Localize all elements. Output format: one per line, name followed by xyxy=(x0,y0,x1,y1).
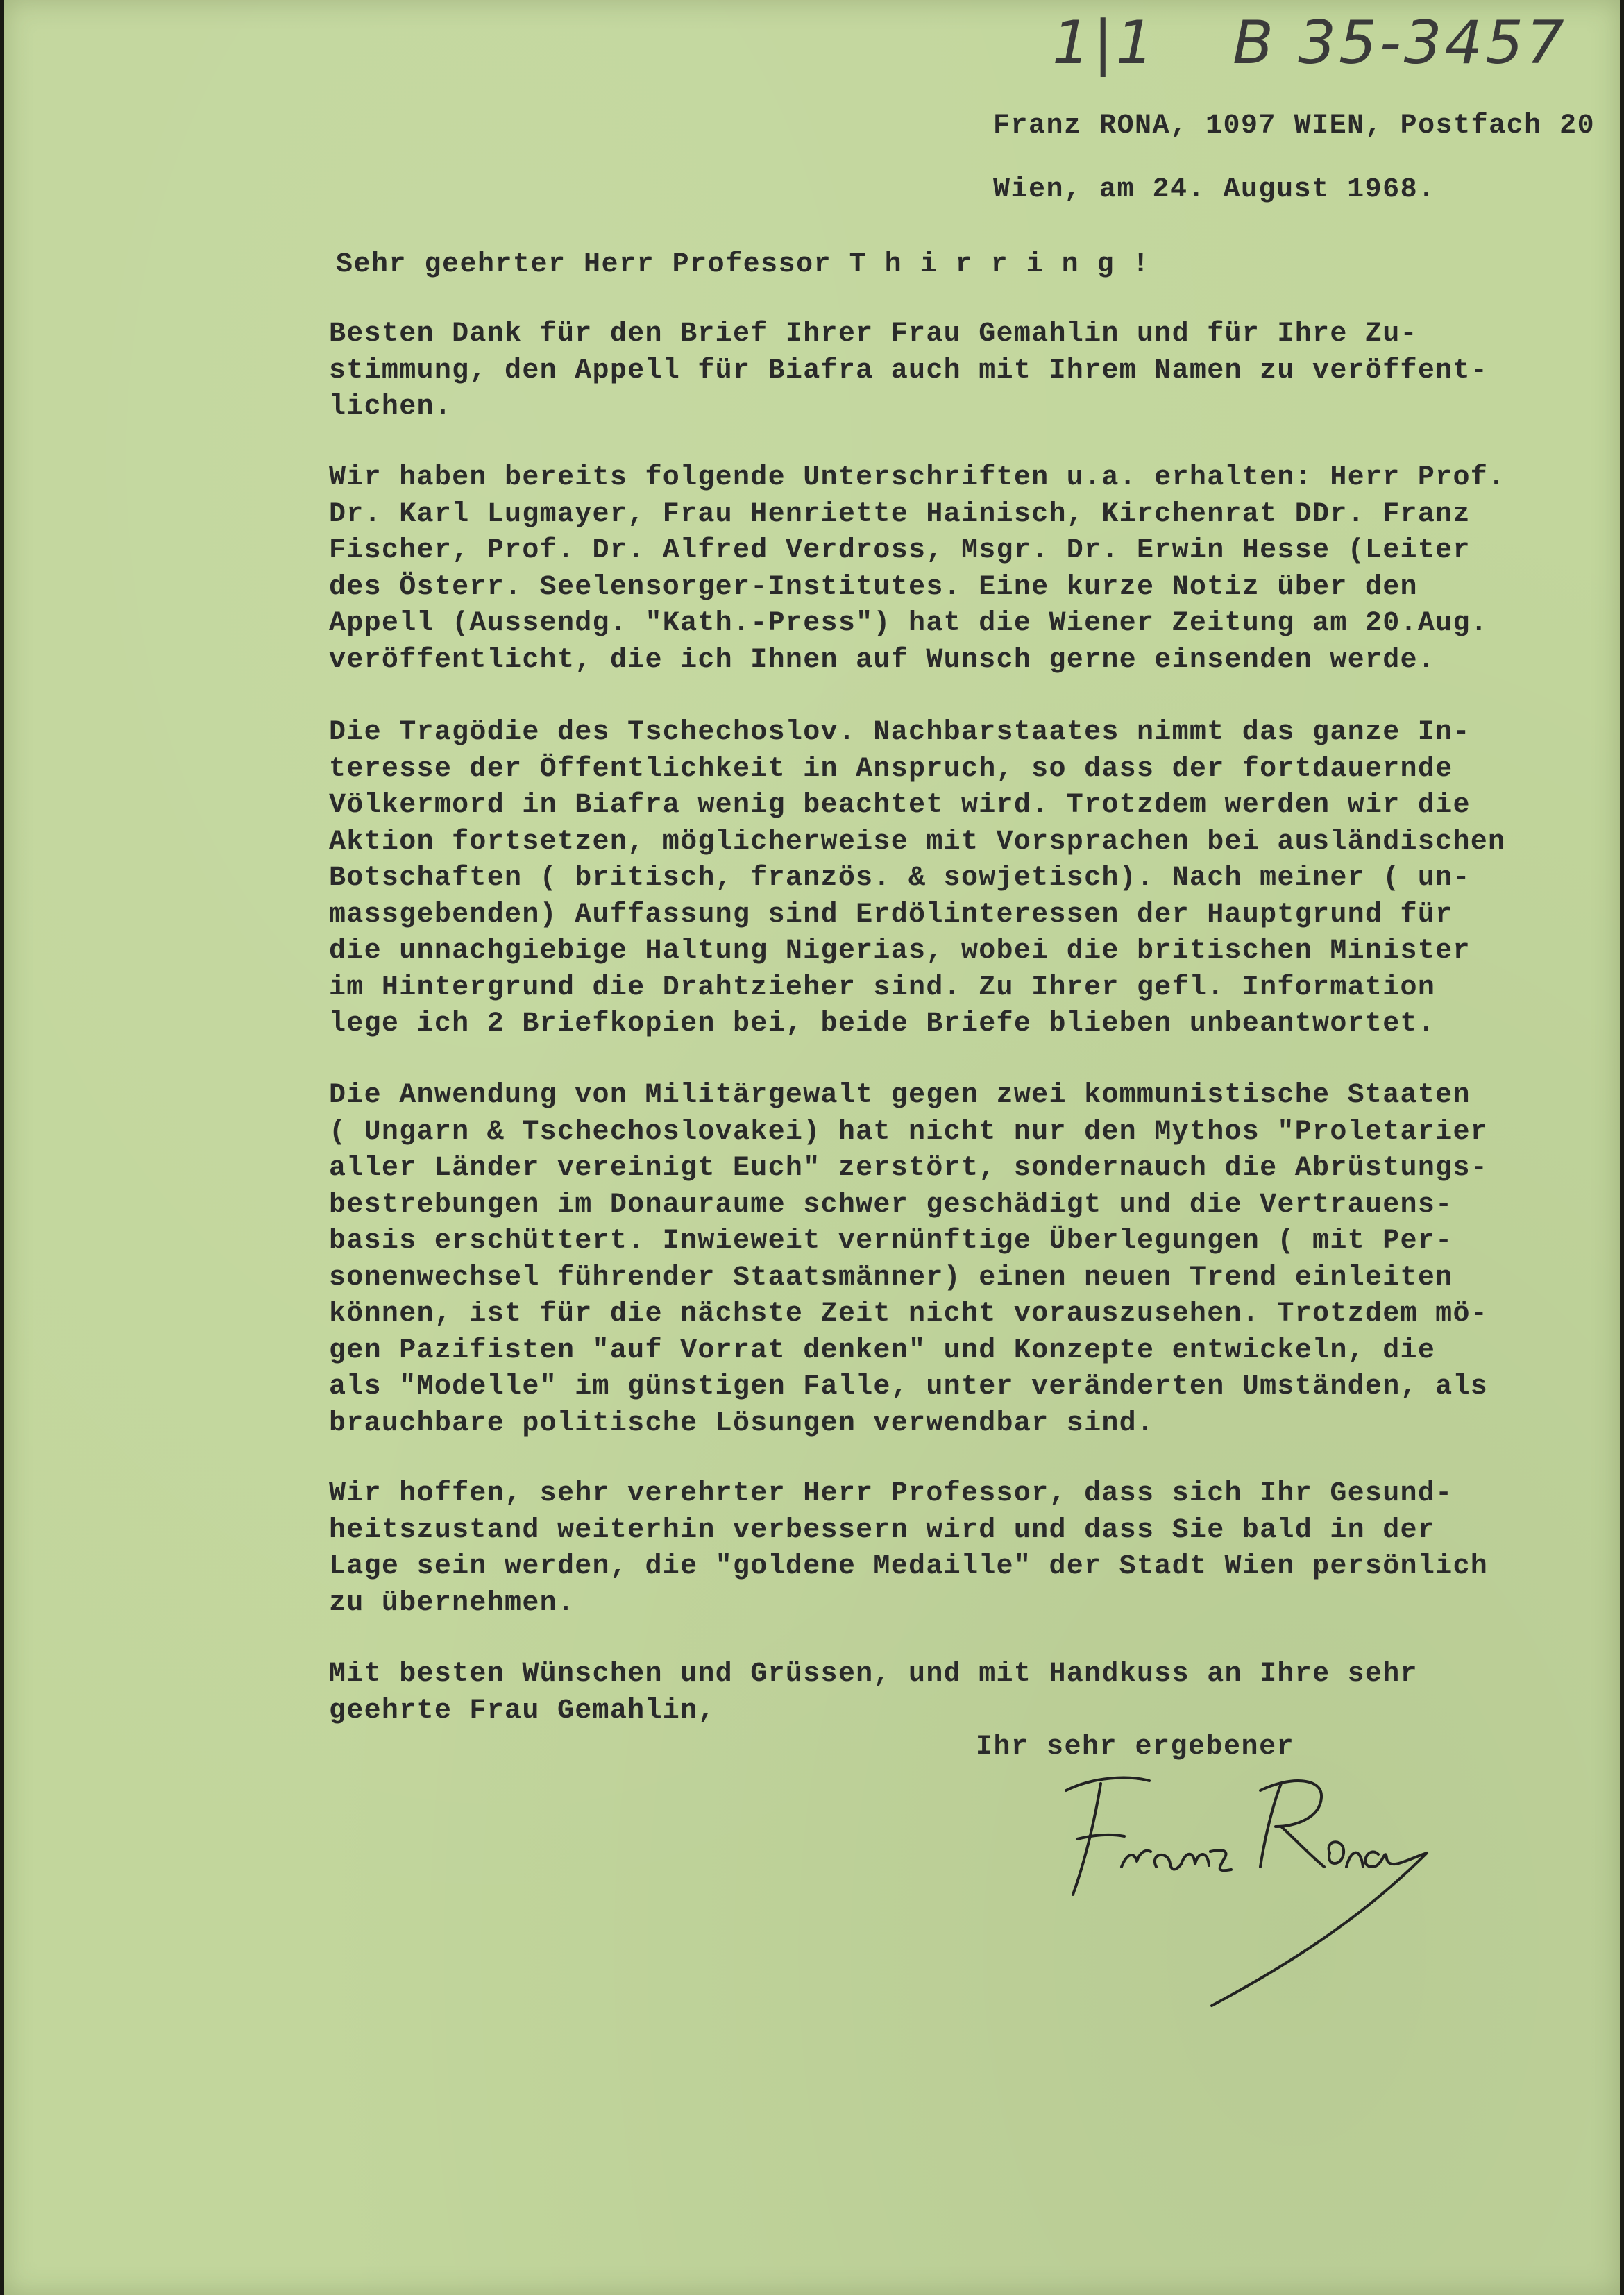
text-line: aller Länder vereinigt Euch" zerstört, sondernauch die Abrüstungs- xyxy=(329,1153,1489,1184)
closing-phrase: Ihr sehr ergebener xyxy=(976,1731,1295,1763)
text-line: können, ist für die nächste Zeit nicht vorauszusehen. Trotzdem mö- xyxy=(329,1298,1489,1330)
text-line: veröffentlicht, die ich Ihnen auf Wunsch gerne einsenden werde. xyxy=(329,644,1436,676)
text-line: Die Tragödie des Tschechoslov. Nachbarstaates nimmt das ganze In- xyxy=(329,717,1471,748)
text-line: geehrte Frau Gemahlin, xyxy=(329,1695,716,1727)
paragraph-regards xyxy=(329,1657,1624,1729)
text-line: Botschaften ( britisch, französ. & sowjetisch). Nach meiner ( un- xyxy=(329,863,1471,894)
text-line: zu übernehmen. xyxy=(329,1587,575,1619)
text-line: bestrebungen im Donauraume schwer geschädigt und die Vertrauens- xyxy=(329,1189,1453,1221)
text-line: lichen. xyxy=(329,391,452,423)
text-line: Fischer, Prof. Dr. Alfred Verdross, Msgr. Dr. Erwin Hesse (Leiter xyxy=(329,535,1471,566)
handwritten-signature xyxy=(1052,1763,1441,2013)
text-line: Lage sein werden, die "goldene Medaille" der Stadt Wien persönlich xyxy=(329,1551,1489,1582)
text-line: Völkermord in Biafra wenig beachtet wird. Trotzdem werden wir die xyxy=(329,790,1471,821)
salutation: Sehr geehrter Herr Professor T h i r r i n g ! xyxy=(336,249,1151,280)
archive-mark-right: B 35-3457 xyxy=(1233,8,1567,78)
text-line: Die Anwendung von Militärgewalt gegen zwei kommunistische Staaten xyxy=(329,1080,1471,1111)
letter-page xyxy=(4,0,1620,2295)
paragraph-signatures xyxy=(329,460,1624,679)
signature-drawing xyxy=(1052,1763,1441,2013)
text-line: ( Ungarn & Tschechoslovakei) hat nicht nur den Mythos "Proletarier xyxy=(329,1116,1489,1148)
text-line: heitszustand weiterhin verbessern wird und dass Sie bald in der xyxy=(329,1514,1436,1546)
text-line: basis erschüttert. Inwieweit vernünftige Überlegungen ( mit Per- xyxy=(329,1226,1453,1257)
text-line: im Hintergrund die Drahtzieher sind. Zu Ihrer gefl. Information xyxy=(329,972,1436,1003)
text-line: Mit besten Wünschen und Grüssen, und mit Handkuss an Ihre sehr xyxy=(329,1659,1418,1690)
text-line: brauchbare politische Lösungen verwendbar sind. xyxy=(329,1407,1155,1439)
text-line: teresse der Öffentlichkeit in Anspruch, so dass der fortdauernde xyxy=(329,753,1453,785)
text-line: Wir hoffen, sehr verehrter Herr Professor, dass sich Ihr Gesund- xyxy=(329,1478,1453,1509)
text-line: die unnachgiebige Haltung Nigerias, wobei die britischen Minister xyxy=(329,935,1471,967)
text-line: des Österr. Seelensorger-Institutes. Eine kurze Notiz über den xyxy=(329,571,1418,603)
text-line: lege ich 2 Briefkopien bei, beide Briefe blieben unbeantwortet. xyxy=(329,1008,1436,1040)
text-line: Appell (Aussendg. "Kath.-Press") hat die Wiener Zeitung am 20.Aug. xyxy=(329,608,1489,639)
paragraph-military-force xyxy=(329,1078,1624,1442)
text-line: Wir haben bereits folgende Unterschriften u.a. erhalten: Herr Prof. xyxy=(329,462,1506,493)
paragraph-health-wishes xyxy=(329,1476,1624,1622)
text-line: als "Modelle" im günstigen Falle, unter veränderten Umständen, als xyxy=(329,1371,1489,1403)
letter-date: Wien, am 24. August 1968. xyxy=(993,174,1436,205)
text-line: Dr. Karl Lugmayer, Frau Henriette Hainisch, Kirchenrat DDr. Franz xyxy=(329,498,1471,530)
text-line: gen Pazifisten "auf Vorrat denken" und Konzepte entwickeln, die xyxy=(329,1335,1436,1366)
text-line: sonenwechsel führender Staatsmänner) einen neuen Trend einleiten xyxy=(329,1262,1453,1294)
paragraph-tragedy xyxy=(329,715,1624,1043)
text-line: stimmung, den Appell für Biafra auch mit Ihrem Namen zu veröffent- xyxy=(329,355,1489,387)
sender-address: Franz RONA, 1097 WIEN, Postfach 20 xyxy=(993,110,1596,142)
archive-mark-left: 1|1 xyxy=(1052,8,1157,78)
text-line: massgebenden) Auffassung sind Erdölinteressen der Hauptgrund für xyxy=(329,899,1453,931)
text-line: Aktion fortsetzen, möglicherweise mit Vorsprachen bei ausländischen xyxy=(329,826,1506,858)
text-line: Besten Dank für den Brief Ihrer Frau Gemahlin und für Ihre Zu- xyxy=(329,319,1418,350)
paragraph-thanks xyxy=(329,316,1624,426)
